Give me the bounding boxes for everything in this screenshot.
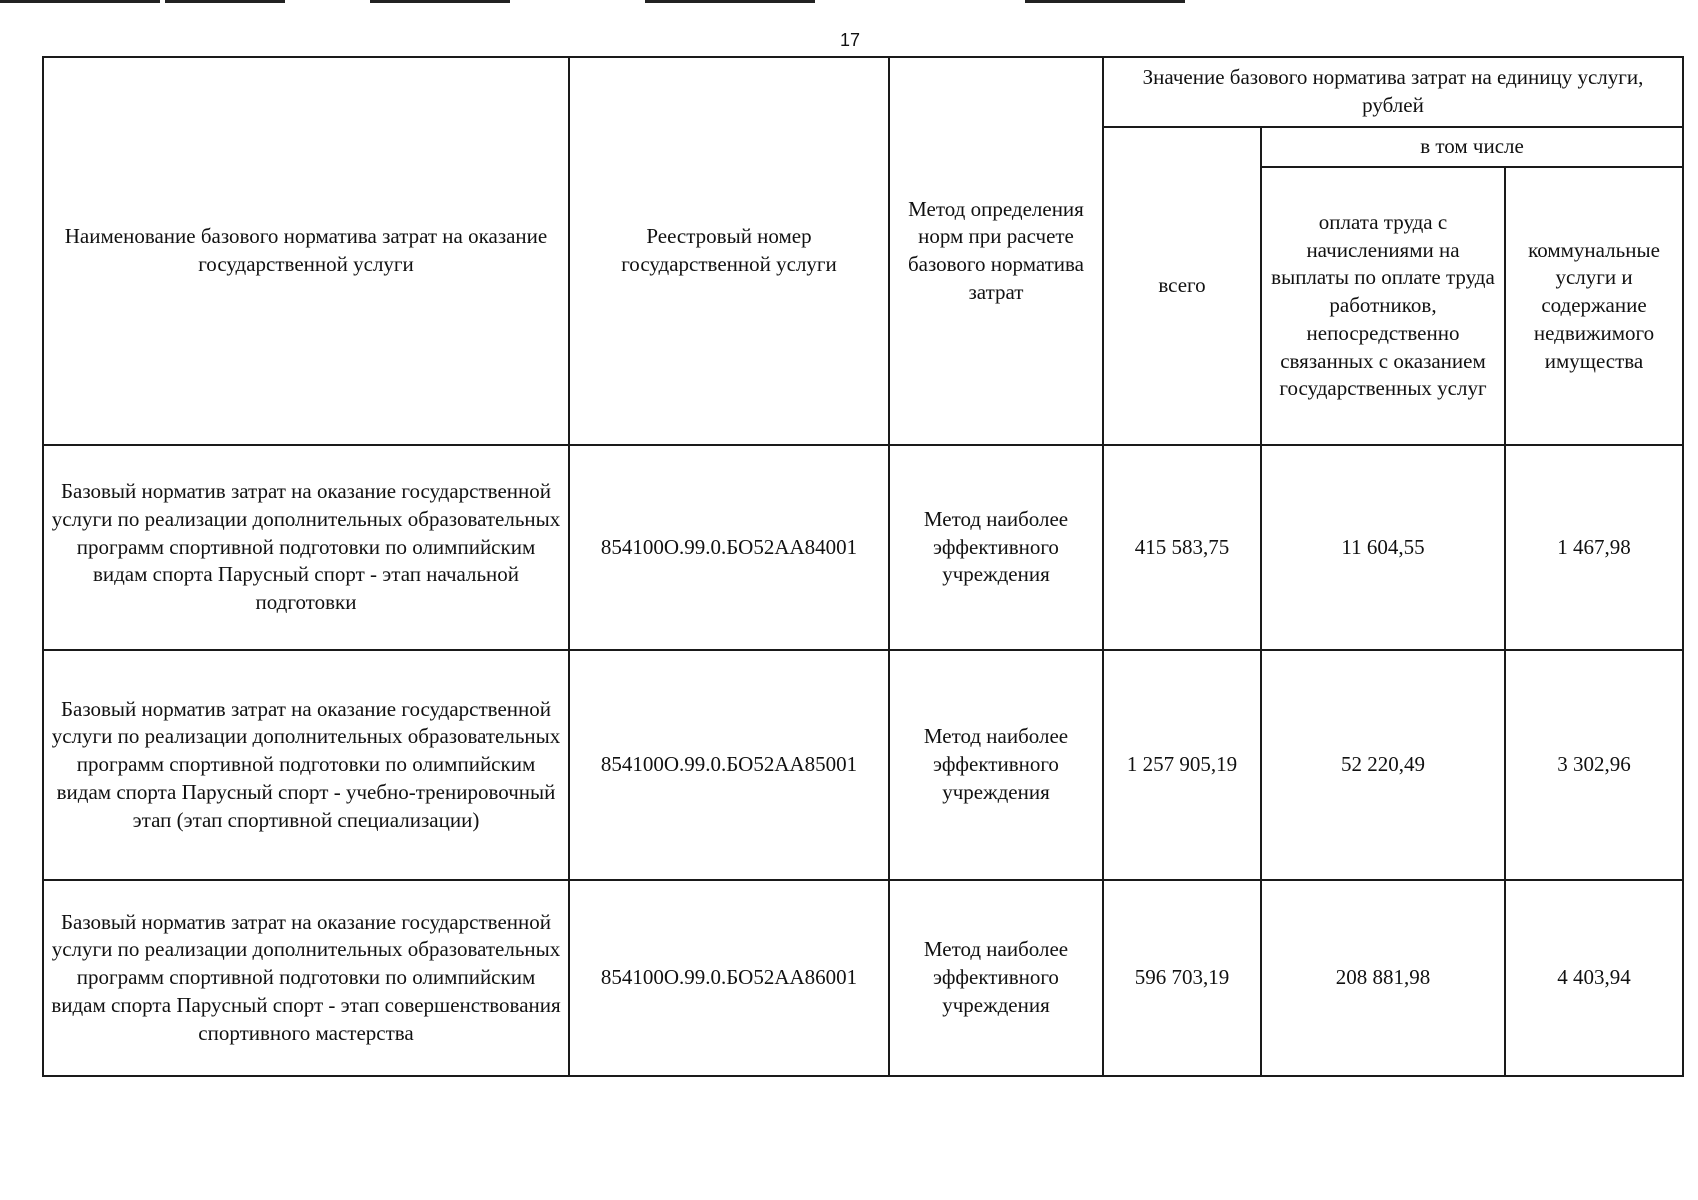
cell-utilities: 4 403,94: [1505, 880, 1683, 1076]
scan-top-rule: [370, 0, 510, 3]
cell-name: Базовый норматив затрат на оказание государственной услуги по реализации дополнительных образовательных программ спортивной подготовки по олимпийским видам спорта Парусный спорт - учебно-тренировочный этап (этап спортивной специализации): [43, 650, 569, 880]
cell-registry-number: 854100О.99.0.БО52АА86001: [569, 880, 889, 1076]
cell-labor: 11 604,55: [1261, 445, 1505, 650]
cell-total: 1 257 905,19: [1103, 650, 1261, 880]
header-value-group: Значение базового норматива затрат на единицу услуги, рублей: [1103, 57, 1683, 127]
cell-name: Базовый норматив затрат на оказание государственной услуги по реализации дополнительных образовательных программ спортивной подготовки по олимпийским видам спорта Парусный спорт - этап совершенствования спортивного мастерства: [43, 880, 569, 1076]
header-labor: оплата труда с начислениями на выплаты по оплате труда работников, непосредственно связанных с оказанием государственных услуг: [1261, 167, 1505, 445]
header-row: [43, 57, 1683, 127]
scan-top-rule: [645, 0, 815, 3]
cell-registry-number: 854100О.99.0.БО52АА84001: [569, 445, 889, 650]
table-row: [43, 650, 1683, 880]
cell-labor: 52 220,49: [1261, 650, 1505, 880]
cell-labor: 208 881,98: [1261, 880, 1505, 1076]
cell-name: Базовый норматив затрат на оказание государственной услуги по реализации дополнительных образовательных программ спортивной подготовки по олимпийским видам спорта Парусный спорт - этап начальной подготовки: [43, 445, 569, 650]
header-utilities: коммунальные услуги и содержание недвижимого имущества: [1505, 167, 1683, 445]
header-including: в том числе: [1261, 127, 1683, 167]
header-name: Наименование базового норматива затрат на оказание государственной услуги: [43, 57, 569, 445]
header-total: всего: [1103, 127, 1261, 445]
cell-utilities: 3 302,96: [1505, 650, 1683, 880]
cell-method: Метод наиболее эффективного учреждения: [889, 880, 1103, 1076]
cell-method: Метод наиболее эффективного учреждения: [889, 445, 1103, 650]
cell-total: 415 583,75: [1103, 445, 1261, 650]
scan-top-rule: [0, 0, 160, 3]
table-row: [43, 445, 1683, 650]
header-registry-number: Реестровый номер государственной услуги: [569, 57, 889, 445]
cell-registry-number: 854100О.99.0.БО52АА85001: [569, 650, 889, 880]
cell-total: 596 703,19: [1103, 880, 1261, 1076]
norm-table: [42, 56, 1684, 1077]
table-row: [43, 880, 1683, 1076]
scan-top-rule: [1025, 0, 1185, 3]
cell-method: Метод наиболее эффективного учреждения: [889, 650, 1103, 880]
page-number: 17: [839, 30, 861, 50]
header-method: Метод определения норм при расчете базового норматива затрат: [889, 57, 1103, 445]
cell-utilities: 1 467,98: [1505, 445, 1683, 650]
scan-top-rule: [165, 0, 285, 3]
